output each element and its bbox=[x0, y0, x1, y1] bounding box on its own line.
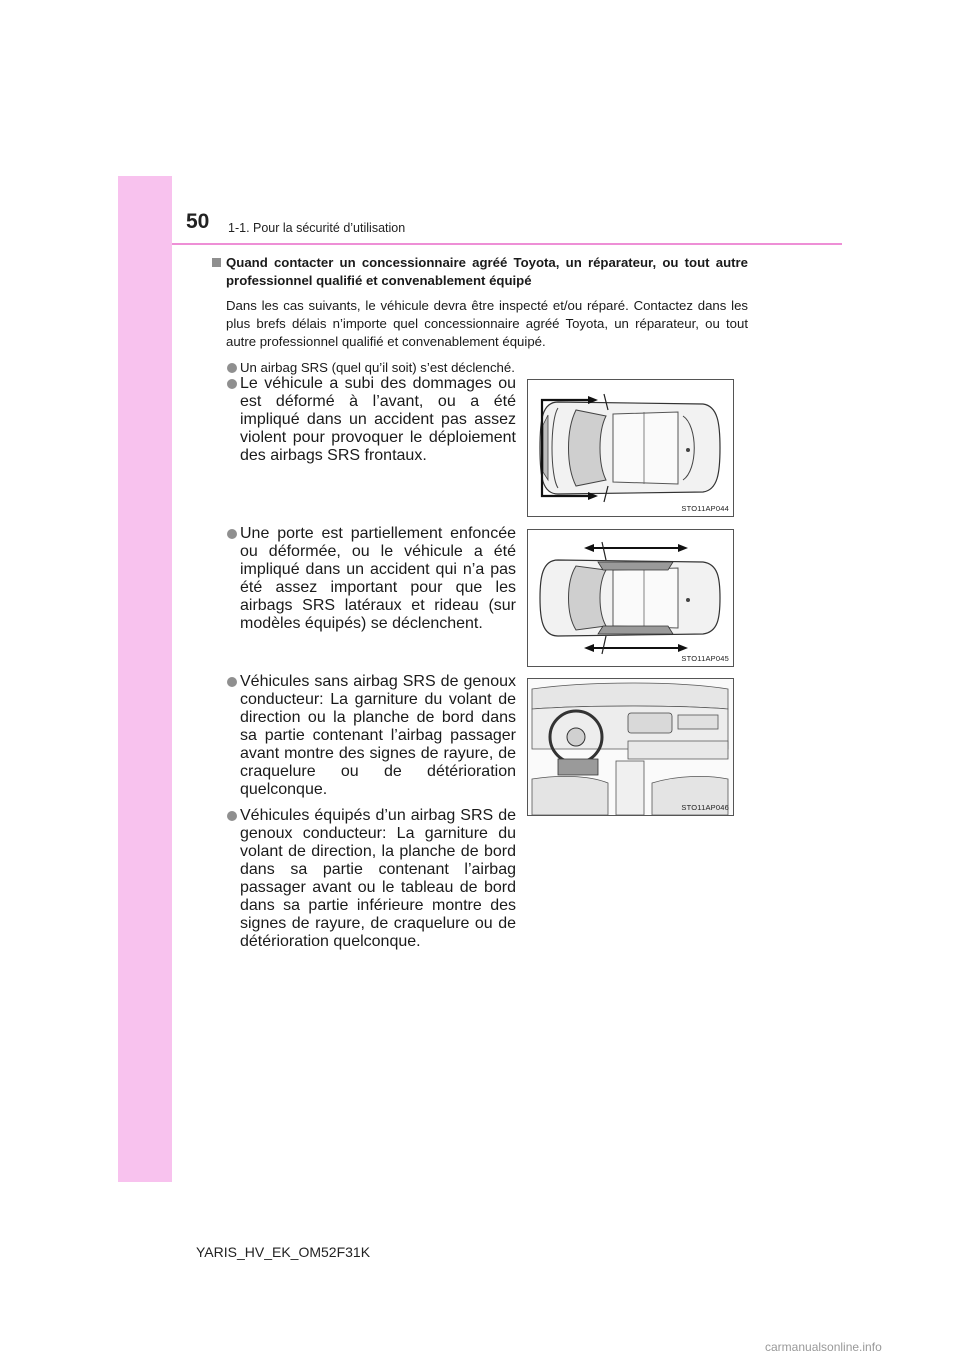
bullet-dot-icon bbox=[227, 379, 237, 389]
car-top-view-side-illustration bbox=[528, 530, 733, 666]
figure-code: STO11AP046 bbox=[681, 803, 729, 812]
page-number: 50 bbox=[186, 210, 210, 233]
figure-front-damage bbox=[527, 379, 734, 517]
bullet-dot-icon bbox=[227, 363, 237, 373]
bullet-item: Véhicules sans airbag SRS de genoux conducteur: La garniture du volant de direction ou la planche de bord dans sa partie contenant l’airbag passager avant montre des signes de rayure, de craquelure ou de détérioration quelconque. bbox=[226, 673, 516, 799]
section-title: 1-1. Pour la sécurité d’utilisation bbox=[228, 221, 406, 235]
figure-code: STO11AP044 bbox=[681, 504, 729, 513]
bullet-row-front-damage bbox=[226, 375, 516, 465]
header-rule bbox=[172, 243, 842, 245]
watermark-text: carmanualsonline.info bbox=[765, 1340, 882, 1354]
square-bullet-icon bbox=[212, 258, 221, 267]
bullet-item: Le véhicule a subi des dommages ou est déformé à l’avant, ou a été impliqué dans un accident pas assez violent pour provoquer le déploiement des airbags SRS frontaux. bbox=[226, 375, 516, 465]
main-content bbox=[212, 254, 748, 377]
subsection-heading: Quand contacter un concessionnaire agréé Toyota, un réparateur, ou tout autre professionnel qualifié et convenablement équipé bbox=[212, 254, 748, 290]
figure-dashboard bbox=[527, 678, 734, 816]
figure-side-damage bbox=[527, 529, 734, 667]
bullet-item: Une porte est partiellement enfoncée ou déformée, ou le véhicule a été impliqué dans un accident qui n’a pas été assez important pour que les airbags SRS latéraux et rideau (sur modèles équipés) se déclenchent. bbox=[226, 525, 516, 633]
figure-code: STO11AP045 bbox=[681, 654, 729, 663]
side-tab-band bbox=[118, 176, 172, 1182]
car-top-view-front-illustration bbox=[528, 380, 733, 516]
bullet-dot-icon bbox=[227, 529, 237, 539]
bullet-item: Un airbag SRS (quel qu’il soit) s’est déclenché. bbox=[226, 359, 748, 377]
document-footer: YARIS_HV_EK_OM52F31K bbox=[196, 1244, 371, 1260]
bullet-dot-icon bbox=[227, 677, 237, 687]
bullet-dot-icon bbox=[227, 811, 237, 821]
intro-paragraph: Dans les cas suivants, le véhicule devra être inspecté et/ou réparé. Contactez dans les plus brefs délais n’importe quel concessionnaire agréé Toyota, un réparateur, ou tout autre professionnel qualifié et convenablement équipé. bbox=[226, 298, 748, 349]
bullet-item: Véhicules équipés d’un airbag SRS de genoux conducteur: La garniture du volant de direction, la planche de bord dans sa partie contenant l’airbag passager avant ou le tableau de bord dans sa partie inférieure montre des signes de rayure, de craquelure ou de détérioration quelconque. bbox=[226, 807, 516, 951]
bullet-row-side-damage bbox=[226, 525, 516, 633]
bullet-row-dashboard bbox=[226, 673, 516, 951]
dashboard-interior-illustration bbox=[528, 679, 733, 815]
